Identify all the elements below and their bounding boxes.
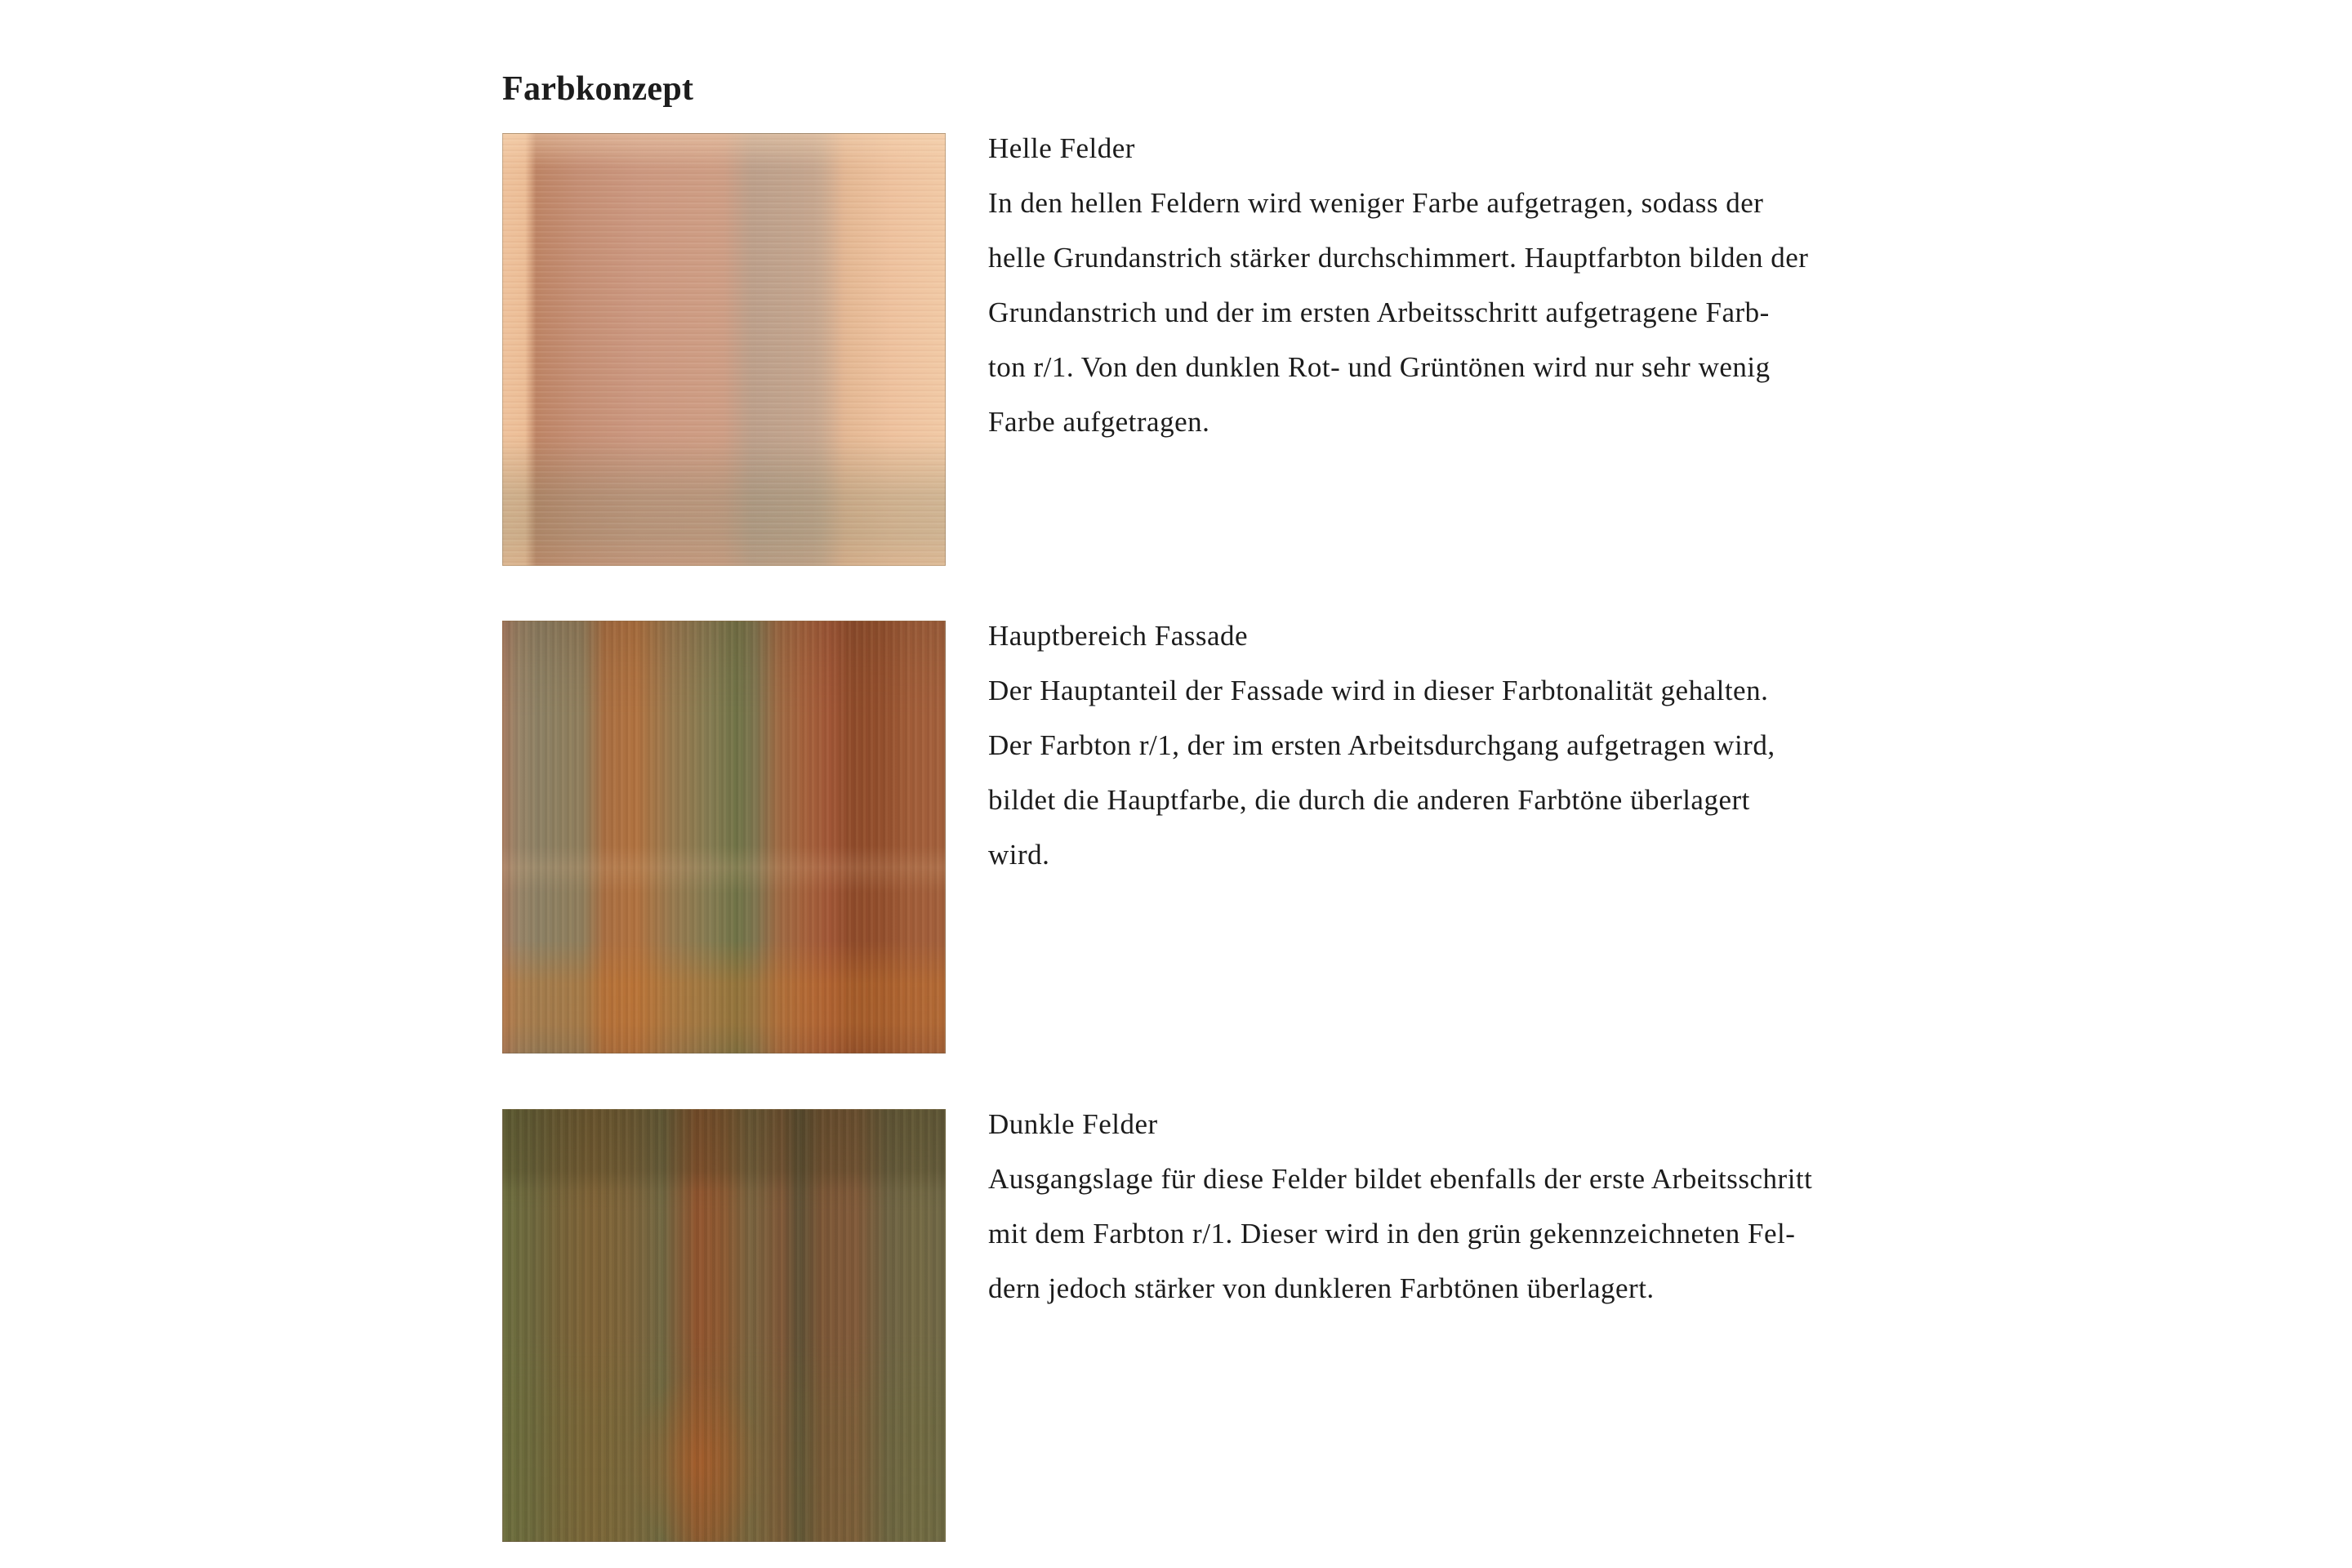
hauptbereich-fassade-swatch-image xyxy=(502,621,946,1054)
paragraph-line: Ausgangslage für diese Felder bildet ebenfalls der erste Arbeitsschritt xyxy=(988,1163,1813,1195)
helle-felder-swatch-image xyxy=(502,133,946,566)
paragraph-line: bildet die Hauptfarbe, die durch die anderen Farbtöne überlagert xyxy=(988,784,1750,816)
section-hauptbereich-fassade xyxy=(502,621,2217,1054)
dunkle-felder-text xyxy=(988,1097,2132,1316)
paragraph-line: dern jedoch stärker von dunkleren Farbtönen überlagert. xyxy=(988,1272,1655,1304)
dunkle-felder-swatch-image xyxy=(502,1109,946,1542)
section-heading-hauptbereich-fassade: Hauptbereich Fassade xyxy=(988,620,1249,652)
helle-felder-text xyxy=(988,121,2132,449)
section-heading-helle-felder: Helle Felder xyxy=(988,132,1135,164)
paragraph-line: mit dem Farbton r/1. Dieser wird in den grün gekennzeichneten Fel- xyxy=(988,1218,1796,1250)
paragraph-line: wird. xyxy=(988,839,1050,871)
paragraph-line: helle Grundanstrich stärker durchschimmert. Hauptfarbton bilden der xyxy=(988,242,1809,274)
paragraph-line: ton r/1. Von den dunklen Rot- und Grüntönen wird nur sehr wenig xyxy=(988,351,1771,383)
paragraph-line: In den hellen Feldern wird weniger Farbe aufgetragen, sodass der xyxy=(988,187,1764,219)
section-helle-felder xyxy=(502,133,2217,566)
paragraph-line: Farbe aufgetragen. xyxy=(988,406,1210,438)
paragraph-line: Der Farbton r/1, der im ersten Arbeitsdurchgang aufgetragen wird, xyxy=(988,729,1775,761)
paragraph-line: Grundanstrich und der im ersten Arbeitsschritt aufgetragene Farb- xyxy=(988,296,1770,328)
section-heading-dunkle-felder: Dunkle Felder xyxy=(988,1108,1158,1140)
hauptbereich-fassade-text xyxy=(988,608,2132,882)
paragraph-line: Der Hauptanteil der Fassade wird in dieser Farbtonalität gehalten. xyxy=(988,675,1769,706)
section-dunkle-felder xyxy=(502,1109,2217,1542)
page-title: Farbkonzept xyxy=(502,70,694,109)
